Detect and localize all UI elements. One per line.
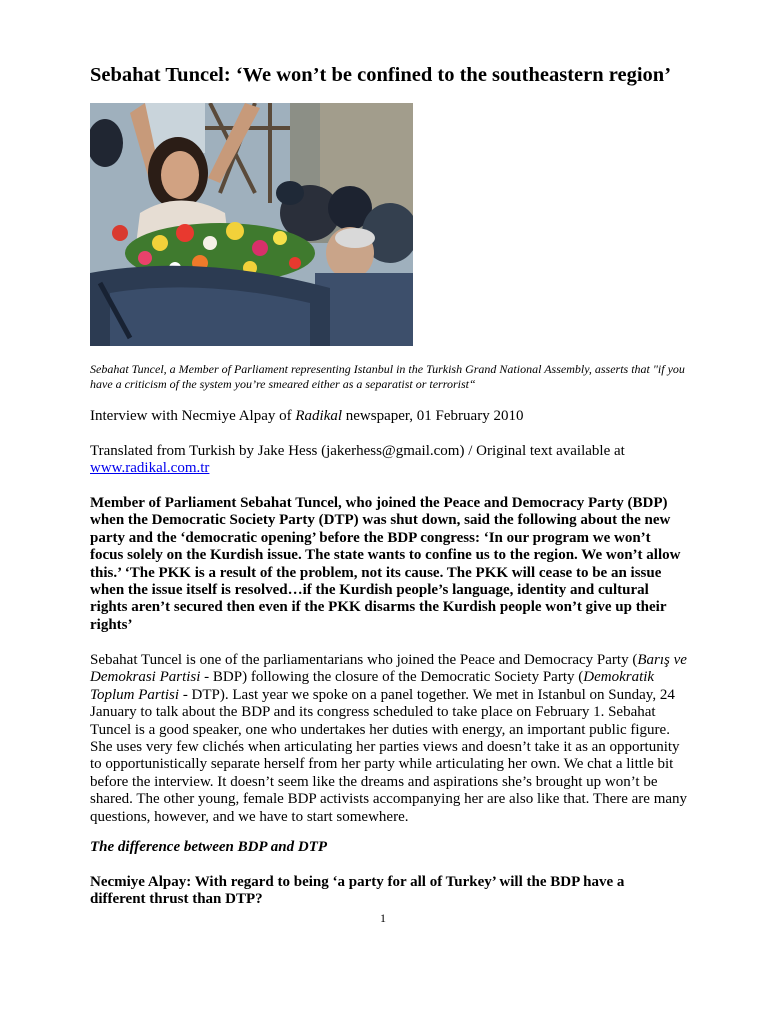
article-photo bbox=[90, 103, 413, 346]
body-text-3: - DTP). Last year we spoke on a panel together. We met in Istanbul on Sunday, 24 January to talk about the BDP and its congress scheduled to take place on February 1. Sebahat Tuncel is a good speaker, one who undertakes her duties with energy, an important public figure. She uses very few clichés when articulating her parties views and doesn’t take it as an opportunity to opportunistically separate herself from her party while articulating her own. We chat a little bit before the interview. It doesn’t seem like the dreams and aspirations she’s brought up won’t be shared. The other young, female BDP activists accompanying her are also like that. There are many questions, however, and we have to start somewhere. bbox=[90, 686, 688, 825]
photo-caption: Sebahat Tuncel, a Member of Parliament representing Istanbul in the Turkish Grand National Assembly, asserts that "if you have a criticism of the system you’re smeared either as a separatist or terrorist“ bbox=[90, 362, 685, 391]
interview-question: Necmiye Alpay: With regard to being ‘a party for all of Turkey’ will the BDP have a different thrust than DTP? bbox=[90, 874, 625, 908]
party-name-dtp: Demokratik Toplum Partisi bbox=[90, 669, 655, 703]
translation-text: Translated from Turkish by Jake Hess (jakerhess@gmail.com) / Original text available at bbox=[90, 443, 625, 459]
translation-credit bbox=[90, 443, 700, 478]
body-paragraph bbox=[90, 652, 692, 826]
interview-credit-prefix: Interview with Necmiye Alpay of bbox=[90, 408, 296, 424]
body-text-1: Sebahat Tuncel is one of the parliamentarians who joined the Peace and Democracy Party ( bbox=[90, 652, 638, 668]
article-title: Sebahat Tuncel: ‘We won’t be confined to the southeastern region’ bbox=[90, 64, 672, 86]
source-link[interactable]: www.radikal.com.tr bbox=[90, 460, 210, 477]
interview-credit-suffix: newspaper, 01 February 2010 bbox=[342, 408, 524, 424]
page-number: 1 bbox=[380, 911, 386, 925]
newspaper-name: Radikal bbox=[295, 408, 343, 424]
body-text-2: - BDP) following the closure of the Democratic Society Party ( bbox=[200, 669, 584, 686]
interview-credit bbox=[90, 408, 700, 425]
party-name-bdp: Barış ve Demokrasi Partisi bbox=[90, 652, 687, 686]
lead-paragraph: Member of Parliament Sebahat Tuncel, who joined the Peace and Democracy Party (BDP) when the Democratic Society Party (DTP) was shut down, said the following about the new party and the ‘democratic opening’ before the BDP congress: ‘In our program we won’t focus solely on the Kurdish issue. The state wants to confine us to the region. We won’t allow this.’ ‘The PKK is a result of the problem, not its cause. The PKK will cease to be an issue when the issue itself is resolved…if the Kurdish people’s language, identity and cultural rights aren’t secured then even if the PKK disarms the Kurdish people won’t give up their rights’ bbox=[90, 495, 681, 633]
section-subheading: The difference between BDP and DTP bbox=[90, 839, 328, 855]
